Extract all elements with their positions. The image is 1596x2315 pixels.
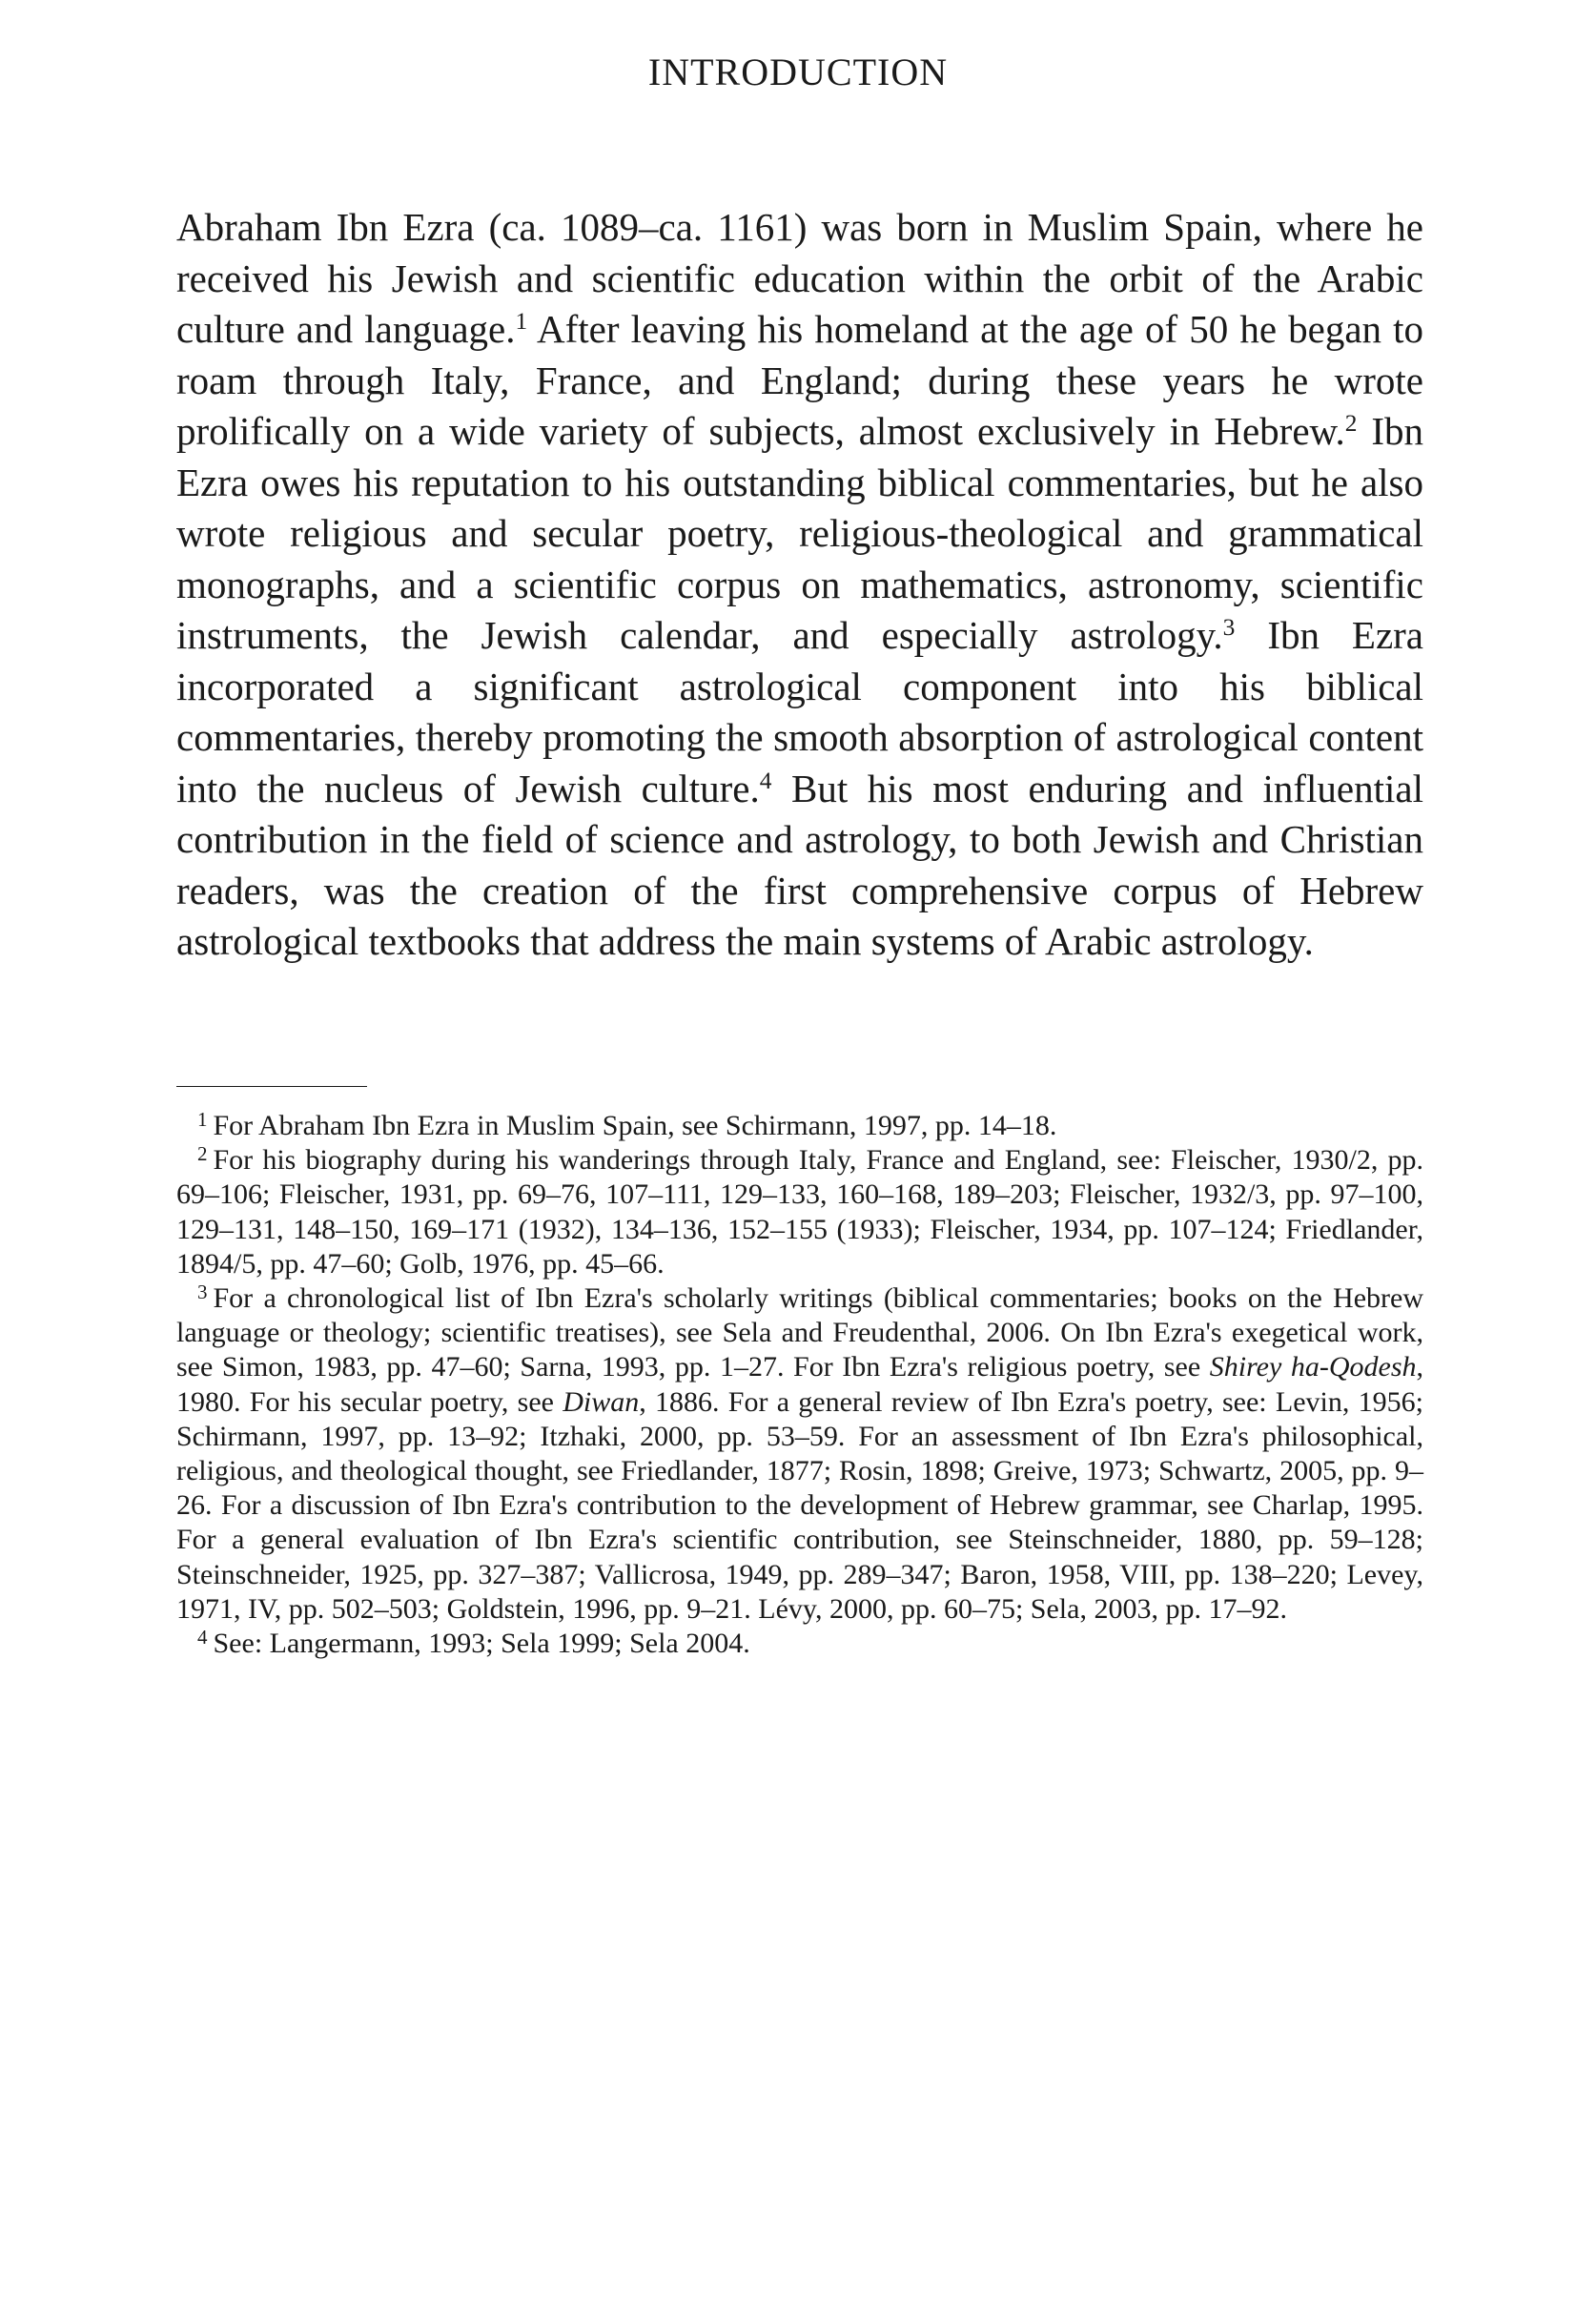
footnotes [176, 1109, 1423, 1661]
footnote-number: 3 [197, 1280, 208, 1303]
sentence-2: After leaving his homeland at the age of 50 he began to roam through Italy, France, and England; during these years he wrote prolifically on a wide variety of subjects, almost exclusively in Hebrew. [176, 307, 1424, 453]
sentence-3: Ibn Ezra owes his reputation to his outstanding biblical commentaries, but he also wrote religious and secular poetry, religious-theological and grammatical monographs, and a scientific corpus on mathematics, astronomy, scientific instruments, the Jewish calendar, and especially astrology. [176, 409, 1423, 657]
footnote-ref-3[interactable]: 3 [1222, 614, 1236, 642]
footnote-ref-2[interactable]: 2 [1344, 410, 1358, 438]
footnote-number: 2 [197, 1141, 208, 1165]
sentence-5: But his most enduring and influential contribution in the field of science and astrology, to both Jewish and Christian readers, was the creation of the first comprehensive corpus of Hebrew astrological textbooks that address the main systems of Arabic astrology. [176, 766, 1423, 963]
running-head: INTRODUCTION [647, 51, 949, 93]
sentence-1: Abraham Ibn Ezra (ca. 1089–ca. 1161) was born in Muslim Spain, where he received his Jewish and scientific education within the orbit of the Arabic culture and language. [176, 205, 1423, 351]
cited-title-diwan: Diwan [563, 1385, 640, 1418]
footnote-2 [176, 1143, 1423, 1281]
footnote-4 [176, 1627, 1423, 1661]
footnote-text: See: Langermann, 1993; Sela 1999; Sela 2004. [213, 1628, 750, 1660]
footnote-text-b: , 1980. For his secular poetry, see [176, 1351, 1423, 1418]
footnote-number: 1 [197, 1107, 208, 1131]
footnote-number: 4 [197, 1625, 208, 1649]
footnote-text-a: For a chronological list of Ibn Ezra's scholarly writings (biblical commentaries; books on the Hebrew language or theology; scientific treatises), see Sela and Freudenthal, 2006. On Ibn Ezra's exegetical work, see Simon, 1983, pp. 47–60; Sarna, 1993, pp. 1–27. For Ibn Ezra's religious poetry, see [176, 1282, 1423, 1383]
footnote-divider [176, 1086, 367, 1087]
footnote-ref-1[interactable]: 1 [515, 308, 528, 336]
footnote-text: For his biography during his wanderings through Italy, France and England, see: Fleischer, 1930/2, pp. 69–106; Fleischer, 1931, pp. 69–76, 107–111, 129–133, 160–168, 189–203; Fleischer, 1932/3, pp. 97–100, 129–131, 148–150, 169–171 (1932), 134–136, 152–155 (1933); Fleischer, 1934, pp. 107–124; Friedlander, 1894/5, pp. 47–60; Golb, 1976, pp. 45–66. [176, 1144, 1423, 1280]
footnote-ref-4[interactable]: 4 [759, 767, 772, 794]
footnote-text-c: , 1886. For a general review of Ibn Ezra's poetry, see: Levin, 1956; Schirmann, 1997, pp. 13–92; Itzhaki, 2000, pp. 53–59. For an assessment of Ibn Ezra's philosophical, religious, and theological thought, see Friedlander, 1877; Rosin, 1898; Greive, 1973; Schwartz, 2005, pp. 9–26. For a discussion of Ibn Ezra's contribution to the development of Hebrew grammar, see Charlap, 1995. For a general evaluation of Ibn Ezra's scientific contribution, see Steinschneider, 1880, pp. 59–128; Steinschneider, 1925, pp. 327–387; Vallicrosa, 1949, pp. 289–347; Baron, 1958, VIII, pp. 138–220; Levey, 1971, IV, pp. 502–503; Goldstein, 1996, pp. 9–21. Lévy, 2000, pp. 60–75; Sela, 2003, pp. 17–92. [176, 1385, 1423, 1625]
sentence-4: Ibn Ezra incorporated a significant astrological component into his biblical commentaries, thereby promoting the smooth absorption of astrological content into the nucleus of Jewish culture. [176, 613, 1424, 810]
body-paragraph [176, 202, 1423, 968]
footnote-text: For Abraham Ibn Ezra in Muslim Spain, see Schirmann, 1997, pp. 14–18. [213, 1110, 1057, 1141]
footnote-3 [176, 1281, 1423, 1627]
footnote-1 [176, 1109, 1423, 1143]
main-text [176, 202, 1423, 968]
cited-title-shirey: Shirey ha-Qodesh [1209, 1351, 1417, 1383]
